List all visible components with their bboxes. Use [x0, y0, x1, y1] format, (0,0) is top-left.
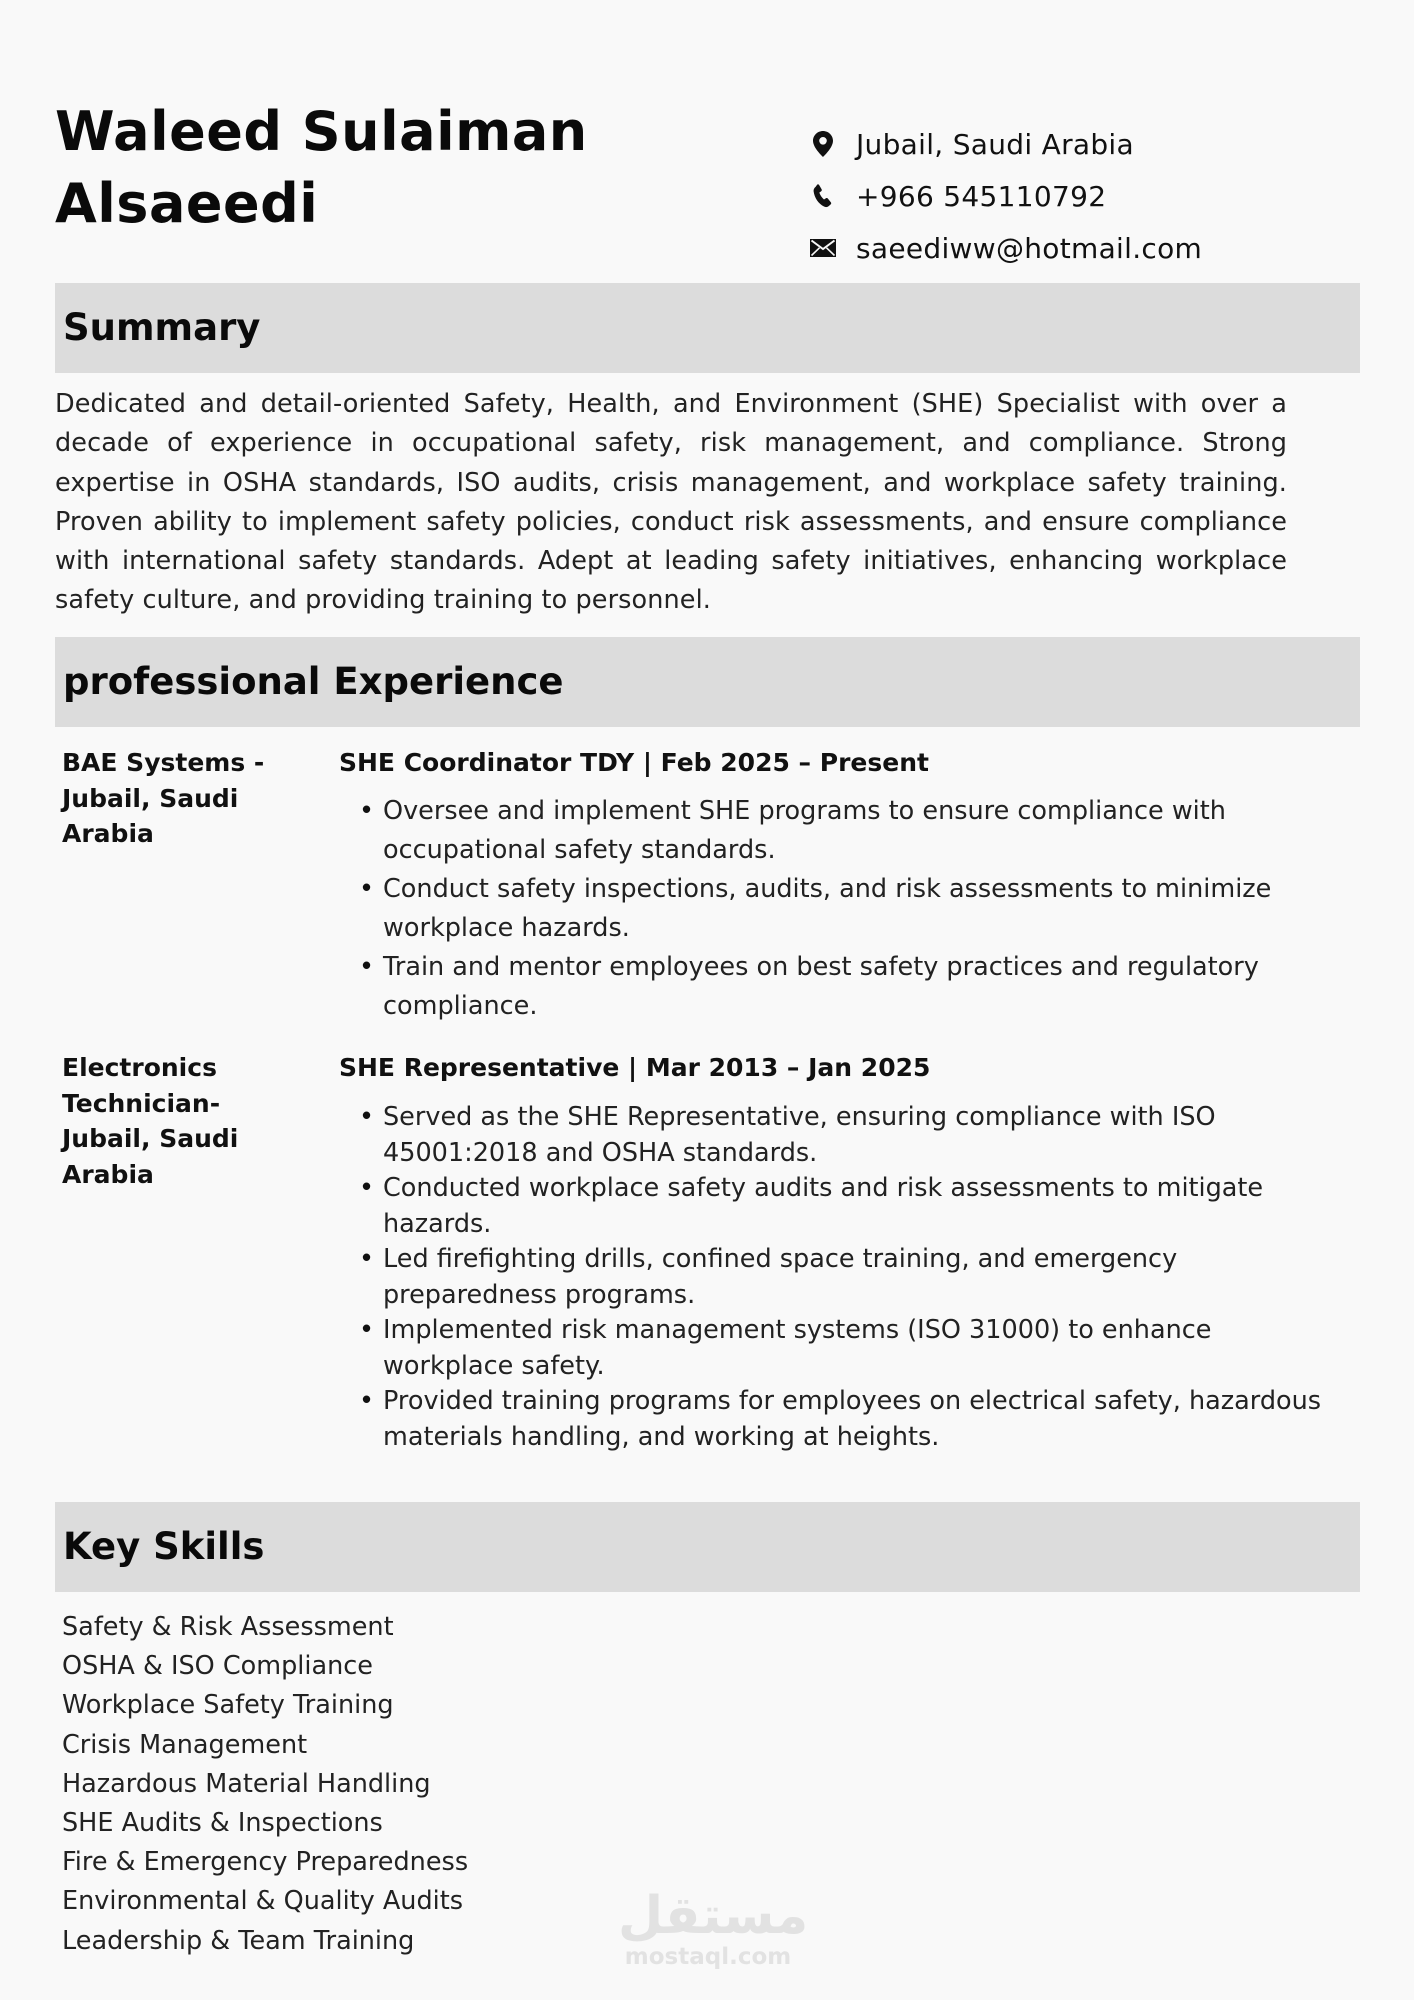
email-text[interactable]: saeediww@hotmail.com: [856, 231, 1203, 265]
contact-location: [810, 118, 1202, 170]
job-bullet: • Oversee and implement SHE programs to ensure compliance with occupational safety standards.: [339, 792, 1349, 870]
skill-item: Crisis Management: [62, 1729, 308, 1760]
contact-phone: [810, 170, 1202, 222]
skill-item: Environmental & Quality Audits: [62, 1886, 464, 1917]
experience-heading: professional Experience: [63, 660, 564, 703]
job-bullets: [339, 1100, 1349, 1455]
skill-item: Safety & Risk Assessment: [62, 1612, 394, 1642]
experience-section-header: [55, 637, 1360, 727]
summary-heading: Summary: [63, 306, 261, 349]
skill-item: Hazardous Material Handling: [62, 1768, 431, 1799]
job-bullet: • Train and mentor employees on best safety practices and regulatory compliance.: [339, 948, 1349, 1026]
phone-icon: [810, 183, 836, 209]
mostaql-watermark: [618, 1886, 809, 1970]
contact-block: [810, 118, 1202, 274]
job-company: BAE Systems - Jubail, Saudi Arabia: [62, 748, 265, 848]
job-bullet: • Conduct safety inspections, audits, and risk assessments to minimize workplace hazards.: [339, 870, 1349, 948]
location-text: Jubail, Saudi Arabia: [856, 127, 1134, 161]
phone-text[interactable]: +966 545110792: [856, 179, 1107, 213]
job-bullets: [339, 792, 1349, 1026]
job-bullet: • Conducted workplace safety audits and risk assessments to mitigate hazards.: [339, 1171, 1349, 1242]
job-role: SHE Representative | Mar 2013 – Jan 2025: [339, 1053, 931, 1082]
map-pin-icon: [810, 131, 836, 157]
job-bullet: • Implemented risk management systems (ISO 31000) to enhance workplace safety.: [339, 1313, 1349, 1384]
skills-heading: Key Skills: [63, 1525, 265, 1568]
job-bullet: • Served as the SHE Representative, ensuring compliance with ISO 45001:2018 and OSHA standards.: [339, 1100, 1349, 1171]
watermark-arabic: مستقل: [618, 1886, 809, 1946]
skill-item: Workplace Safety Training: [62, 1690, 394, 1721]
candidate-name: Waleed Sulaiman Alsaeedi: [55, 100, 588, 235]
job-role: SHE Coordinator TDY | Feb 2025 – Present: [339, 748, 929, 777]
watermark-latin: mostaql.com: [624, 1944, 792, 1970]
summary-text: Dedicated and detail-oriented Safety, Health, and Environment (SHE) Specialist with over a decade of experience in occupational safety, risk management, and compliance. Strong expertise in OSHA standards, ISO audits, crisis management, and workplace safety training. Proven ability to implement safety policies, conduct risk assessments, and ensure compliance with international safety standards. Adept at leading safety initiatives, enhancing workplace safety culture, and providing training to personnel.: [55, 389, 1287, 616]
job-bullet: • Provided training programs for employees on electrical safety, hazardous materials handling, and working at heights.: [339, 1384, 1349, 1455]
skill-item: Fire & Emergency Preparedness: [62, 1847, 469, 1878]
skills-section-header: [55, 1502, 1360, 1592]
job-bullet: • Led firefighting drills, confined space training, and emergency preparedness programs.: [339, 1242, 1349, 1313]
envelope-icon: [810, 235, 836, 261]
skill-item: SHE Audits & Inspections: [62, 1808, 383, 1839]
skill-item: Leadership & Team Training: [62, 1925, 415, 1956]
skills-list: [62, 1608, 468, 1961]
contact-email: [810, 222, 1202, 274]
skill-item: OSHA & ISO Compliance: [62, 1651, 373, 1682]
summary-section-header: [55, 283, 1360, 373]
job-company: Electronics Technician- Jubail, Saudi Arabia: [62, 1053, 239, 1189]
